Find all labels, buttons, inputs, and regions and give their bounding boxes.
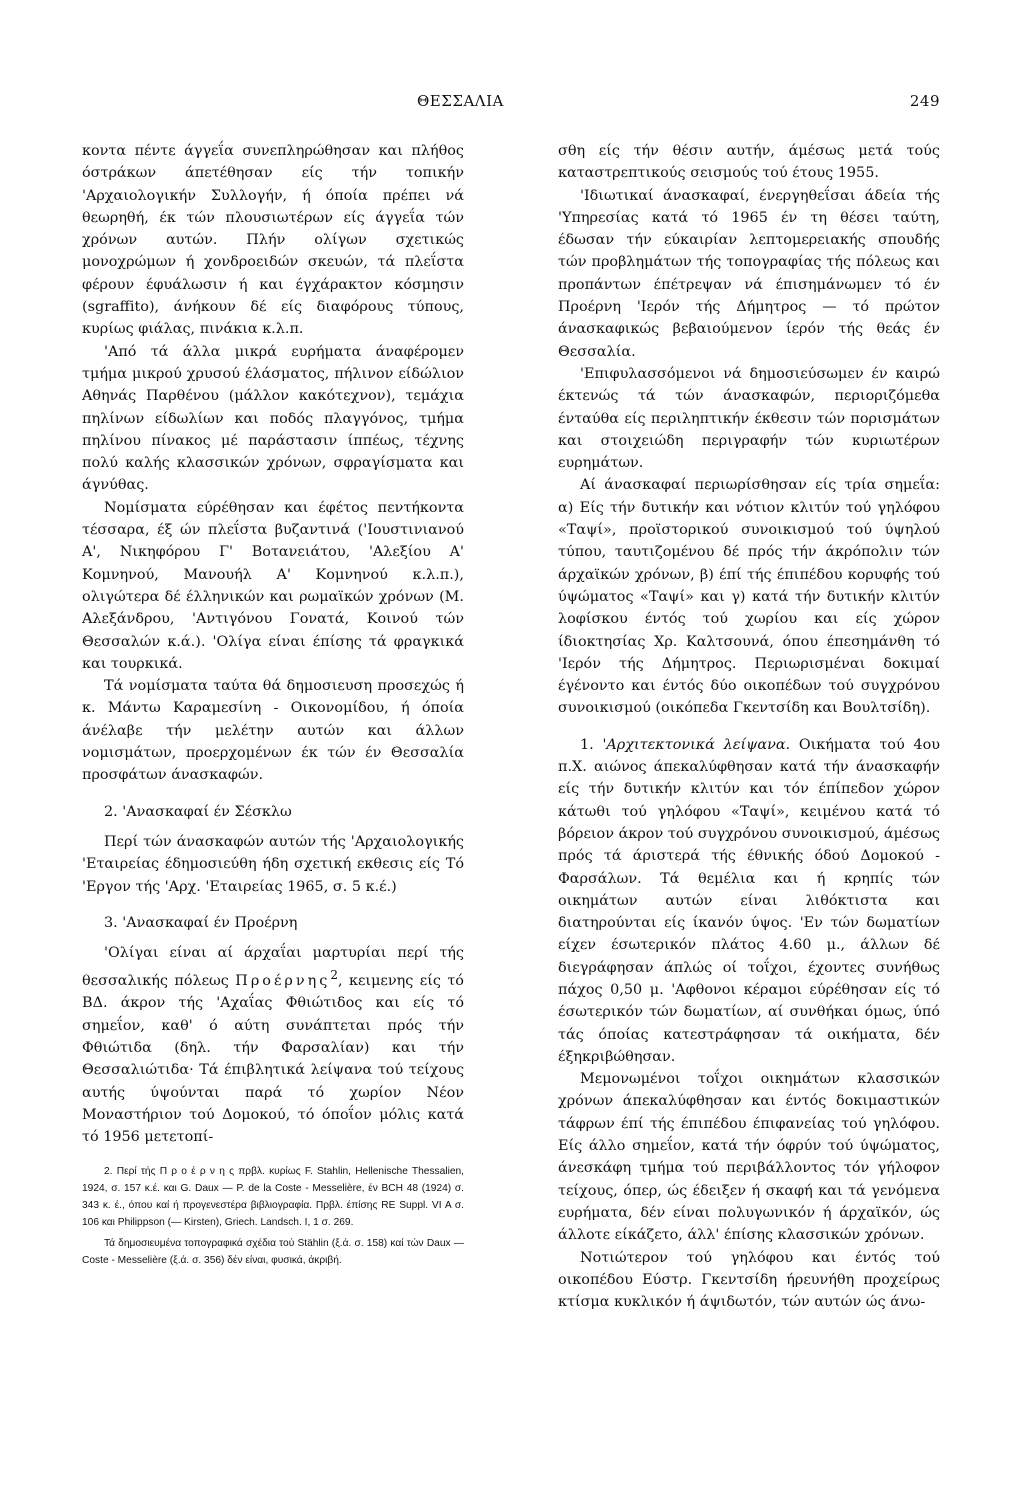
footnotes — [82, 1163, 464, 1269]
running-head — [82, 88, 940, 116]
paragraph — [558, 734, 940, 1068]
paragraph: 'Από τά άλλα μικρά ευρήματα άναφέρομεν τμήμα μικρού χρυσού έλάσματος, πήλινον είδώλιον Αθηνάς Παρθένου (μάλλον κακότεχνον), τεμάχια πηλίνων είδωλίων και ποδός πλαγγόνος, τμήμα πηλίνου πίνακος μέ παράστασιν ίππέως, τέχνης πολύ καλής κλασσικών χρόνων, σφραγίσματα και άγνύθας. — [82, 343, 464, 494]
subsection-number: 1. — [580, 736, 603, 753]
paragraph: Μεμονωμένοι τοΐχοι οικημάτων κλασσικών χρόνων άπεκαλύφθησαν και έντός δοκιμαστικών τάφρων έπί τής έπιπέδου έπιφανείας τού γηλόφου. Είς άλλο σημεΐον, κατά τήν όφρύν τού ύψώματος, άνεσκάφη τμήμα τού περιβάλλοντος τόν γήλοφον τείχους, όπερ, ώς έδειξεν ή σκαφή και τά γενόμενα ευρήματα, δέν είναι πολυγωνικόν ή άρχαϊκόν, ώς άλλοτε είκάζετο, άλλ' έπίσης κλασσικών χρόνων. — [558, 1071, 940, 1244]
footnote: 2. Περί τής Π ρ ο έ ρ ν η ς πρβλ. κυρίως F. Stahlin, Hellenische Thessalien, 1924, σ. 157 κ.έ. και G. Daux — P. de la Coste - Messelière, έν BCH 48 (1924) σ. 343 κ. έ., όπου καί ή προγενεστέρα βιβλιογραφία. Πρβλ. έπίσης RE Suppl. VI A σ. 106 και Philippson (— Kirsten), Griech. Landsch. I, 1 σ. 269. — [82, 1165, 464, 1228]
left-column — [82, 140, 464, 1269]
subsection-title: 'Αρχιτεκτονικά λείψανα. — [602, 736, 791, 753]
paragraph-text: 'Ολίγαι είναι αί άρχαΐαι μαρτυρίαι περί τής θεσσαλικής πόλεως — [82, 945, 464, 990]
paragraph: σθη είς τήν θέσιν αυτήν, άμέσως μετά τούς καταστρεπτικούς σεισμούς τού έτους 1955. — [558, 143, 940, 182]
paragraph: 'Επιφυλασσόμενοι νά δημοσιεύσωμεν έν καιρώ έκτενώς τά τών άνασκαφών, περιοριζόμεθα ένταύθα είς περιληπτικήν έκθεσιν τών πορισμάτων και στοιχειώδη περιγραφήν τών κυριωτέρων ευρημάτων. — [558, 365, 940, 472]
paragraph: Περί τών άνασκαφών αυτών τής 'Αρχαιολογικής 'Εταιρείας έδημοσιεύθη ήδη σχετική εκθεσις είς Τό 'Εργον τής 'Αρχ. 'Εταιρείας 1965, σ. 5 κ.έ.) — [82, 833, 464, 895]
paragraph-text: , κειμενης είς τό ΒΔ. άκρον τής 'Αχαΐας Φθιώτιδος και είς τό σημεΐον, καθ' ό αύτη συνάπτεται πρός τήν Φθιώτιδα (δηλ. τήν Φαρσαλίαν) και τήν Θεσσαλιώτιδα· Τά έπιβλητικά λείψανα τού τείχους αυτής ύψούνται παρά τό χωρίον Νέον Μοναστήριον τού Δομοκού, τό όποΐον μόλις κατά τό 1956 μετετοπί- — [82, 973, 464, 1146]
paragraph-text: Οικήματα τού 4ου π.Χ. αιώνος άπεκαλύφθησαν κατά τήν άνασκαφήν είς τήν δυτικήν κλιτύν και τόν έπίπεδον χώρον κάτωθι τού γηλόφου «Ταψί», κειμένου κατά τό βόρειον άκρον τού συγχρόνου συνοικισμού, άμέσως πρός τά άριστερά τής έθνικής όδού Δομοκού - Φαρσάλων. Τά θεμέλια και ή κρηπίς τών οικημάτων αυτών είναι λιθόκτιστα και διατηρούνται είς ίκανόν ύψος. 'Εν τών δωματίων είχεν έσωτερικόν πλάτος 4.60 μ., άλλων δέ διεγράφησαν άπλώς οί τοΐχοι, έχοντες συνήθως πάχος 0,50 μ. 'Αφθονοι κέραμοι εύρέθησαν είς τό έσωτερικόν τών δωματίων, αί συνθήκαι όμως, ύπό τάς όποίας κατεστράφησαν τά οικήματα, δέν έξηκριβώθησαν. — [558, 736, 940, 1065]
section-heading: 2. 'Ανασκαφαί έν Σέσκλω — [104, 803, 292, 820]
place-name: Προέρνης — [235, 973, 331, 990]
footnote-ref: 2 — [330, 968, 338, 983]
paragraph: κοντα πέντε άγγεΐα συνεπληρώθησαν και πλήθος όστράκων άπετέθησαν είς τήν τοπικήν 'Αρχαιολογικήν Συλλογήν, ή όποία πρέπει νά θεωρηθή, έκ τών πλουσιωτέρων είς άγγεΐα τών χρόνων αυτών. Πλήν ολίγων σχετικώς μονοχρώμων ή χονδροειδών σκευών, τά πλεΐστα φέρουν έφυάλωσιν ή και έγχάρακτον κόσμησιν (sgraffito), άνήκουν δέ είς διαφόρους τύπους, κυρίως φιάλας, πινάκια κ.λ.π. — [82, 143, 464, 338]
running-title: ΘΕΣΣΑΛΙΑ — [417, 92, 504, 110]
section-heading: 3. 'Ανασκαφαί έν Προέρνη — [104, 914, 298, 931]
paragraph: Αί άνασκαφαί περιωρίσθησαν είς τρία σημεΐα: α) Είς τήν δυτικήν και νότιον κλιτύν τού γηλόφου «Ταψί», προϊστορικού συνοικισμού τού ύψηλού τύπου, ταυτιζομένου δέ πρός τήν άκρόπολιν τών άρχαϊκών χρόνων, β) έπί τής έπιπέδου κορυφής τού ύψώματος «Ταψί» και γ) κατά τήν δυτικήν κλιτύν λοφίσκου έντός τού χωρίου και είς χώρον ίδιοκτησίας Χρ. Καλτσουνά, όπου έπεσημάνθη τό 'Ιερόν τής Δήμητρος. Περιωρισμέναι δοκιμαί έγένοντο και έντός δύο οικοπέδων τού συγχρόνου συνοικισμού (οικόπεδα Γκεντσίδη και Βουλτσίδη). — [558, 477, 940, 717]
right-column — [558, 140, 940, 1313]
paragraph: Τά νομίσματα ταύτα θά δημοσιευση προσεχώς ή κ. Μάντω Καραμεσίνη - Οικονομίδου, ή όποία άνέλαβε τήν μελέτην αυτών και άλλων νομισμάτων, προερχομένων έκ τών έν Θεσσαλία προσφάτων άνασκαφών. — [82, 678, 464, 784]
page-number: 249 — [909, 92, 940, 110]
paragraph — [82, 942, 464, 1148]
paragraph: 'Ιδιωτικαί άνασκαφαί, ένεργηθεΐσαι άδεία τής 'Υπηρεσίας κατά τό 1965 έν τη θέσει ταύτη, έδωσαν τήν εύκαιρίαν λεπτομερειακής σπουδής τών προβλημάτων τής τοπογραφίας τής πόλεως και προπάντων έπέτρεψαν νά έπισημάνωμεν τό έν Προέρνη 'Ιερόν τής Δήμητρος — τό πρώτον άνασκαφικώς βεβαιούμενον ίερόν τής θεάς έν Θεσσαλία. — [558, 187, 940, 360]
paragraph: Νοτιώτερον τού γηλόφου και έντός τού οικοπέδου Εύστρ. Γκεντσίδη ήρευνήθη προχείρως κτίσμα κυκλικόν ή άψιδωτόν, τών αυτών ώς άνω- — [558, 1249, 940, 1311]
footnote: Τά δημοσιευμένα τοπογραφικά σχέδια τού Stählin (ξ.ά. σ. 158) καί τών Daux — Coste - Messelière (ξ.ά. σ. 356) δέν είναι, φυσικά, άκριβή. — [82, 1237, 464, 1266]
paragraph: Νομίσματα εύρέθησαν και έφέτος πεντήκοντα τέσσαρα, έξ ών πλεΐστα βυζαντινά ('Ιουστινιανού Α', Νικηφόρου Γ' Βοτανειάτου, 'Αλεξίου Α' Κομνηνού, Μανουήλ Α' Κομνηνού κ.λ.π.), ολιγώτερα δέ έλληνικών και ρωμαϊκών χρόνων (Μ. Αλεξάνδρου, 'Αντιγόνου Γονατά, Κοινού τών Θεσσαλών κ.ά.). 'Ολίγα είναι έπίσης τά φραγκικά και τουρκικά. — [82, 499, 464, 672]
